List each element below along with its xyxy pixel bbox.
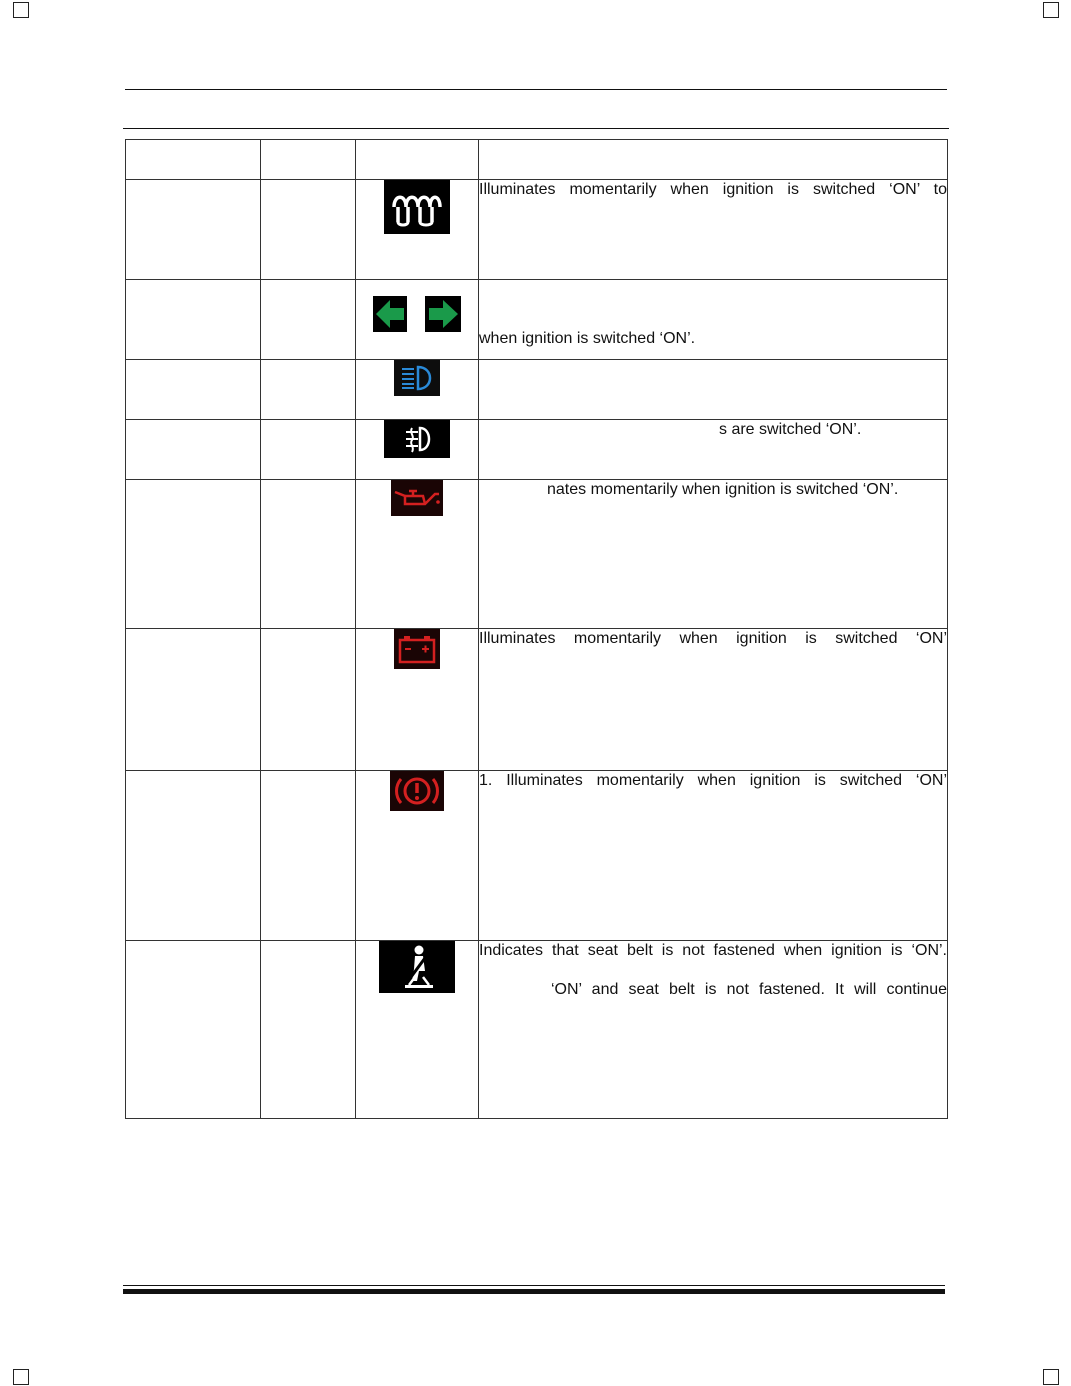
table-cell [126, 420, 261, 480]
table-cell [479, 180, 948, 280]
table-row [126, 771, 948, 941]
table-cell [126, 480, 261, 629]
desc-line: s are switched ‘ON’. [719, 421, 862, 438]
table-cell [126, 629, 261, 771]
desc-line: Indicates that seat belt is not fastened when ignition is ‘ON’. [479, 942, 947, 959]
table-cell [261, 180, 356, 280]
table-cell [479, 629, 948, 771]
table-cell [126, 771, 261, 941]
table-cell [126, 360, 261, 420]
desc-line: when ignition is switched ‘ON’. [479, 330, 696, 347]
table-cell [261, 629, 356, 771]
header-rule-lower [123, 128, 949, 129]
table-cell [261, 480, 356, 629]
table-cell [261, 280, 356, 360]
table-cell [479, 771, 948, 941]
table-cell [479, 420, 948, 480]
table-cell [261, 360, 356, 420]
table-cell [356, 480, 479, 629]
high-beam-icon [394, 360, 440, 396]
crop-mark-bottom-left [13, 1369, 29, 1385]
table-cell [356, 360, 479, 420]
warning-lamps-table [125, 139, 948, 1119]
table-row [126, 180, 948, 280]
table-row [126, 629, 948, 771]
table-row [126, 360, 948, 420]
desc-line: nates momentarily when ignition is switched ‘ON’. [547, 481, 899, 498]
table-cell [479, 280, 948, 360]
table-row [126, 480, 948, 629]
header-cell [126, 140, 261, 180]
table-header-row [126, 140, 948, 180]
header-rule [125, 89, 947, 90]
desc-line: Illuminates momentarily when ignition is switched ‘ON’ to [479, 181, 947, 198]
turn-signal-arrows-icon [373, 296, 461, 332]
footer-rule-thin [123, 1285, 945, 1286]
desc-line: ‘ON’ and seat belt is not fastened. It will continue [551, 981, 947, 998]
table-cell [356, 420, 479, 480]
line-gap [479, 961, 947, 980]
crop-mark-bottom-right [1043, 1369, 1059, 1385]
seat-belt-icon [379, 941, 455, 993]
header-cell [479, 140, 948, 180]
table-cell [261, 771, 356, 941]
table-cell [479, 941, 948, 1119]
table-cell [356, 771, 479, 941]
table-row [126, 420, 948, 480]
table-cell [261, 420, 356, 480]
table-row [126, 941, 948, 1119]
table-cell [126, 941, 261, 1119]
rear-fog-lamp-icon [384, 420, 450, 458]
battery-charge-icon [394, 629, 440, 669]
table-cell [356, 280, 479, 360]
table-cell [356, 941, 479, 1119]
header-cell [261, 140, 356, 180]
table-row [126, 280, 948, 360]
crop-mark-top-left [13, 2, 29, 18]
table-cell [479, 360, 948, 420]
desc-line: Illuminates momentarily when ignition is switched ‘ON’ [479, 630, 947, 647]
table-cell [479, 480, 948, 629]
table-cell [261, 941, 356, 1119]
table-cell [356, 629, 479, 771]
desc-line: 1. Illuminates momentarily when ignition is switched ‘ON’ [479, 772, 947, 789]
oil-pressure-icon [391, 480, 443, 516]
crop-mark-top-right [1043, 2, 1059, 18]
table-cell [356, 180, 479, 280]
glow-plug-icon [384, 180, 450, 234]
table-cell [126, 180, 261, 280]
header-cell [356, 140, 479, 180]
table-cell [126, 280, 261, 360]
brake-warning-icon [390, 771, 444, 811]
footer-rule-thick [123, 1289, 945, 1294]
